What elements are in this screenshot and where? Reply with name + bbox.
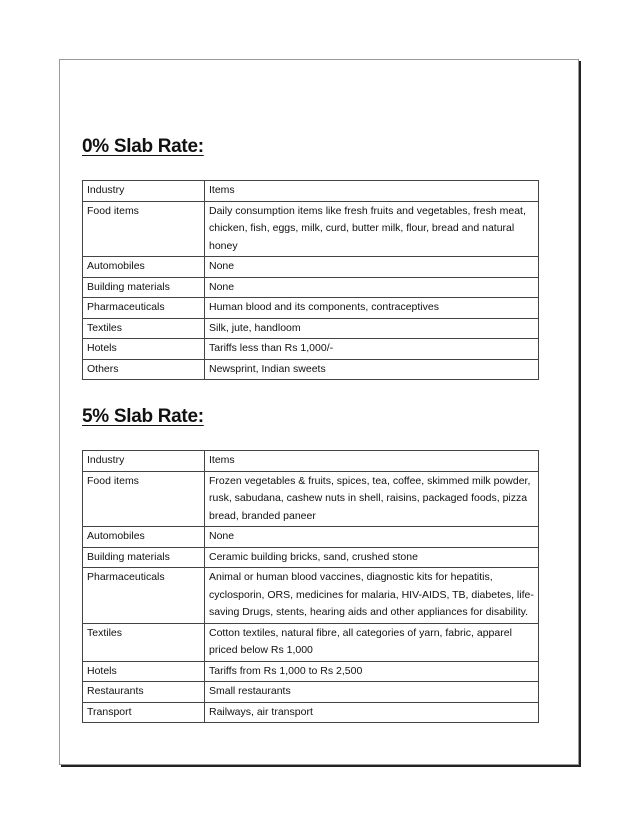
industry-cell: Food items (83, 471, 205, 527)
industry-cell: Textiles (83, 623, 205, 661)
header-industry: Industry (83, 181, 205, 202)
items-cell: Cotton textiles, natural fibre, all categories of yarn, fabric, apparel priced below Rs 1,000 (205, 623, 539, 661)
industry-cell: Pharmaceuticals (83, 298, 205, 319)
section-heading-0-percent: 0% Slab Rate: (82, 136, 204, 157)
header-items: Items (205, 181, 539, 202)
items-cell: Newsprint, Indian sweets (205, 359, 539, 380)
industry-cell: Restaurants (83, 682, 205, 703)
document-page (59, 59, 579, 765)
table-row (83, 623, 539, 661)
industry-cell: Pharmaceuticals (83, 568, 205, 624)
table-row (83, 527, 539, 548)
table-row (83, 298, 539, 319)
header-industry: Industry (83, 451, 205, 472)
industry-cell: Hotels (83, 661, 205, 682)
industry-cell: Building materials (83, 547, 205, 568)
section-heading-5-percent: 5% Slab Rate: (82, 406, 204, 427)
items-cell: None (205, 277, 539, 298)
items-cell: Tariffs less than Rs 1,000/- (205, 339, 539, 360)
industry-cell: Transport (83, 702, 205, 723)
items-cell: Tariffs from Rs 1,000 to Rs 2,500 (205, 661, 539, 682)
industry-cell: Textiles (83, 318, 205, 339)
table-row (83, 661, 539, 682)
items-cell: None (205, 527, 539, 548)
items-cell: Frozen vegetables & fruits, spices, tea, coffee, skimmed milk powder, rusk, sabudana, cashew nuts in shell, raisins, packaged foods, pizza bread, branded paneer (205, 471, 539, 527)
table-row (83, 359, 539, 380)
items-cell: Human blood and its components, contraceptives (205, 298, 539, 319)
table-row (83, 471, 539, 527)
items-cell: None (205, 257, 539, 278)
industry-cell: Building materials (83, 277, 205, 298)
industry-cell: Hotels (83, 339, 205, 360)
table-row (83, 339, 539, 360)
items-cell: Silk, jute, handloom (205, 318, 539, 339)
industry-cell: Others (83, 359, 205, 380)
table-row (83, 568, 539, 624)
table-row (83, 682, 539, 703)
items-cell: Animal or human blood vaccines, diagnostic kits for hepatitis, cyclosporin, ORS, medicines for malaria, HIV-AIDS, TB, diabetes, life-saving Drugs, stents, hearing aids and other appliances for disability. (205, 568, 539, 624)
industry-cell: Automobiles (83, 257, 205, 278)
items-cell: Ceramic building bricks, sand, crushed stone (205, 547, 539, 568)
items-cell: Small restaurants (205, 682, 539, 703)
table-row (83, 201, 539, 257)
table-header-row (83, 181, 539, 202)
items-cell: Railways, air transport (205, 702, 539, 723)
slab-table-5-percent (82, 450, 539, 723)
table-header-row (83, 451, 539, 472)
table-row (83, 257, 539, 278)
industry-cell: Automobiles (83, 527, 205, 548)
slab-table-0-percent (82, 180, 539, 380)
table-row (83, 547, 539, 568)
table-row (83, 702, 539, 723)
table-row (83, 318, 539, 339)
header-items: Items (205, 451, 539, 472)
table-row (83, 277, 539, 298)
items-cell: Daily consumption items like fresh fruits and vegetables, fresh meat, chicken, fish, eggs, milk, curd, butter milk, flour, bread and natural honey (205, 201, 539, 257)
industry-cell: Food items (83, 201, 205, 257)
